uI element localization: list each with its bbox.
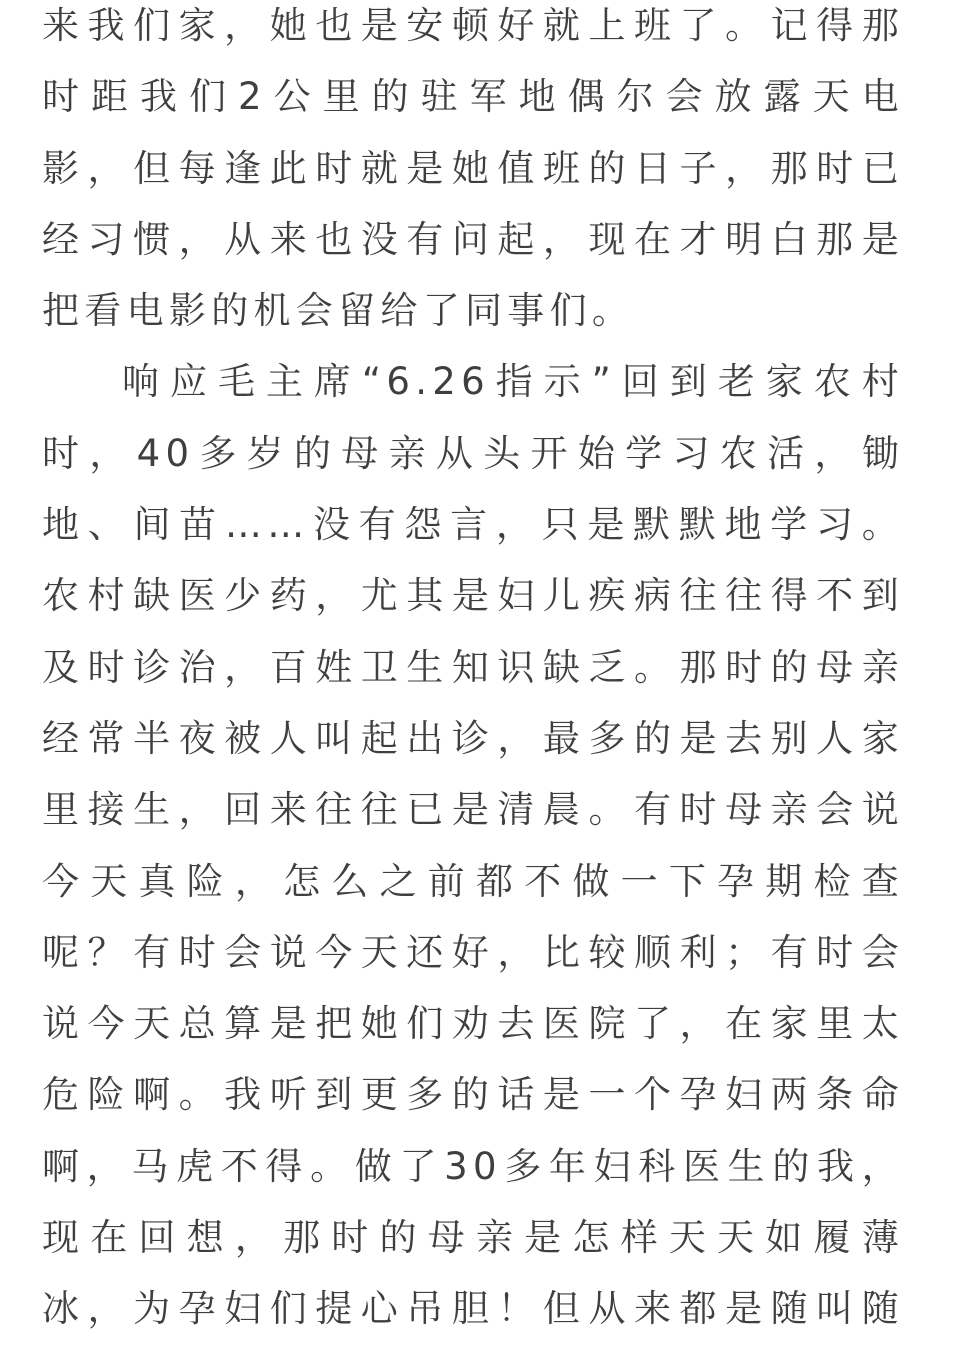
text-line: 响应毛主席“6.26指示”回到老家农村: [122, 360, 904, 404]
text-line: 时距我们2公里的驻军地偶尔会放露天电: [42, 75, 904, 119]
text-line: 把看电影的机会留给了同事们。: [42, 289, 635, 333]
text-line: 冰，为孕妇们提心吊胆！但从来都是随叫随: [42, 1287, 904, 1331]
text-line: 地、间苗……没有怨言，只是默默地学习。: [42, 503, 904, 547]
text-line: 说今天总算是把她们劝去医院了，在家里太: [42, 1002, 904, 1046]
text-line: 经常半夜被人叫起出诊，最多的是去别人家: [42, 716, 904, 760]
text-line: 时，40多岁的母亲从头开始学习农活，锄: [42, 431, 904, 475]
text-line: 及时诊治，百姓卫生知识缺乏。那时的母亲: [42, 645, 904, 689]
article-body: [42, 0, 904, 1345]
text-line: 危险啊。我听到更多的话是一个孕妇两条命: [42, 1073, 904, 1117]
text-line: 啊，马虎不得。做了30多年妇科医生的我，: [42, 1144, 904, 1188]
text-line: 农村缺医少药，尤其是妇儿疾病往往得不到: [42, 574, 904, 618]
text-line: 里接生，回来往往已是清晨。有时母亲会说: [42, 788, 904, 832]
text-line: 今天真险，怎么之前都不做一下孕期检查: [42, 859, 904, 903]
text-line: 呢？有时会说今天还好，比较顺利；有时会: [42, 930, 904, 974]
text-line: 现在回想，那时的母亲是怎样天天如履薄: [42, 1216, 904, 1260]
text-line: 来我们家，她也是安顿好就上班了。记得那: [42, 4, 904, 47]
paragraph-1: [42, 0, 904, 346]
text-line: 经习惯，从来也没有问起，现在才明白那是: [42, 217, 904, 261]
text-line: 影，但每逢此时就是她值班的日子，那时已: [42, 146, 904, 190]
paragraph-2: [42, 346, 904, 1344]
